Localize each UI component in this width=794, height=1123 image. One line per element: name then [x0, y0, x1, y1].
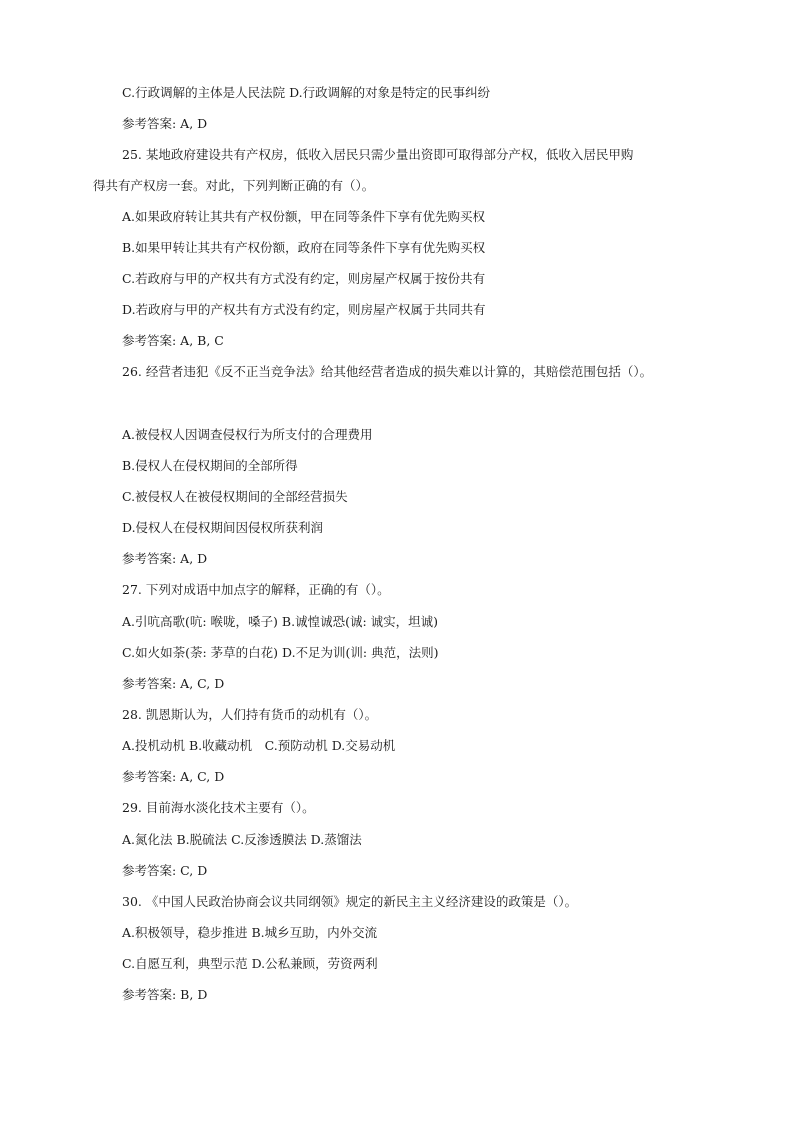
question-26: 26. 经营者违犯《反不正当竞争法》给其他经营者造成的损失难以计算的，其赔偿范围包括（）。 — [122, 364, 653, 379]
question-30: 30. 《中国人民政治协商会议共同纲领》规定的新民主主义经济建设的政策是（）。 — [122, 894, 578, 909]
answer-q26: 参考答案: A, D — [122, 551, 208, 566]
question-27: 27. 下列对成语中加点字的解释，正确的有（）。 — [122, 582, 390, 597]
option-c-d-q24: C.行政调解的主体是人民法院 D.行政调解的对象是特定的民事纠纷 — [122, 85, 491, 100]
option-c-q25: C.若政府与甲的产权共有方式没有约定，则房屋产权属于按份共有 — [122, 271, 486, 286]
answer-q27: 参考答案: A, C, D — [122, 676, 225, 691]
question-28: 28. 凯恩斯认为，人们持有货币的动机有（）。 — [122, 707, 378, 722]
option-a-b-q27: A.引吭高歌(吭: 喉咙，嗓子) B.诚惶诚恐(诚: 诚实，坦诚) — [122, 614, 439, 629]
option-b-q26: B.侵权人在侵权期间的全部所得 — [122, 458, 298, 473]
answer-q24: 参考答案: A, D — [122, 116, 208, 131]
option-c-d-q27: C.如火如荼(荼: 茅草的白花) D.不足为训(训: 典范，法则) — [122, 645, 439, 660]
answer-q28: 参考答案: A, C, D — [122, 769, 225, 784]
question-29: 29. 目前海水淡化技术主要有（）。 — [122, 800, 315, 815]
answer-q25: 参考答案: A, B, C — [122, 333, 224, 348]
answer-q30: 参考答案: B, D — [122, 987, 208, 1002]
option-b-q25: B.如果甲转让其共有产权份额，政府在同等条件下享有优先购买权 — [122, 240, 486, 255]
option-c-d-q30: C.自愿互利，典型示范 D.公私兼顾，劳资两利 — [122, 956, 378, 971]
option-d-q26: D.侵权人在侵权期间因侵权所获利润 — [122, 520, 324, 535]
option-c-q26: C.被侵权人在被侵权期间的全部经营损失 — [122, 489, 348, 504]
question-25: 25. 某地政府建设共有产权房，低收入居民只需少量出资即可取得部分产权，低收入居民甲购 — [122, 147, 634, 162]
option-a-b-q30: A.积极领导，稳步推进 B.城乡互助，内外交流 — [122, 925, 378, 940]
option-a-q26: A.被侵权人因调查侵权行为所支付的合理费用 — [122, 427, 373, 442]
option-a-q25: A.如果政府转让其共有产权份额，甲在同等条件下享有优先购买权 — [122, 209, 486, 224]
options-q28: A.投机动机 B.收藏动机 C.预防动机 D.交易动机 — [122, 738, 396, 753]
answer-q29: 参考答案: C, D — [122, 863, 208, 878]
options-q29: A.氮化法 B.脱硫法 C.反渗透膜法 D.蒸馏法 — [122, 832, 362, 847]
option-d-q25: D.若政府与甲的产权共有方式没有约定，则房屋产权属于共同共有 — [122, 302, 486, 317]
question-25-cont: 得共有产权房一套。对此，下列判断正确的有（）。 — [93, 178, 375, 193]
